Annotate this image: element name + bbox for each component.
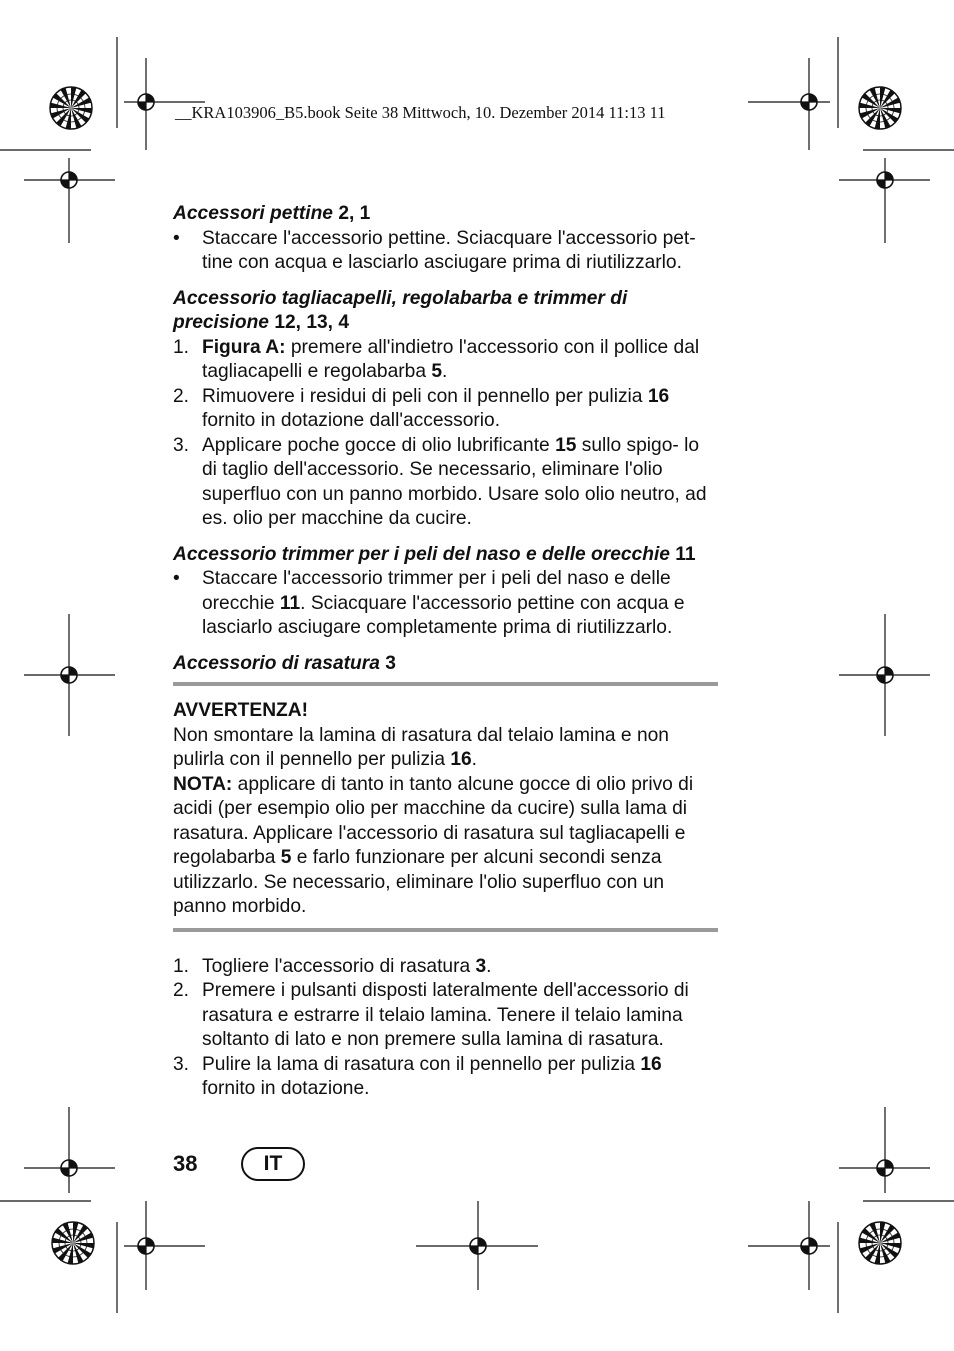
list-item: 3. Pulire la lama di rasatura con il pennello per pulizia 16 fornito in dotazione. [173, 1053, 662, 1099]
registration-cross-icon [61, 667, 77, 683]
divider [173, 682, 718, 686]
registration-cross-icon [138, 94, 154, 110]
section-heading: Accessorio di rasatura 3 [173, 652, 396, 674]
language-badge: IT [241, 1147, 305, 1181]
registration-cross-icon [801, 94, 817, 110]
divider [173, 928, 718, 932]
warning-box [173, 699, 718, 920]
registration-cross-icon [470, 1238, 486, 1254]
list-item: • Staccare l'accessorio pettine. Sciacquare l'accessorio pet- tine con acqua e lasciarlo asciugare prima di riutilizzarlo. [173, 227, 696, 273]
note-text: NOTA: applicare di tanto in tanto alcune gocce di olio privo di acidi (per esempio olio per macchine da cucire) sulla lama di rasatura. Applicare l'accessorio di rasatura sul tagliacapelli e regolabarba 5 e farlo funzionare per alcuni secondi senza utilizzarlo. Se necessario, eliminare l'olio superfluo con un panno morbido. [173, 773, 694, 917]
page-number: 38 [173, 1151, 198, 1176]
page-content [173, 202, 718, 1102]
bullet-list [173, 227, 718, 276]
list-item: 1. Figura A: premere all'indietro l'accessorio con il pollice dal tagliacapelli e regolabarba 5. [173, 336, 700, 382]
bullet: • [173, 227, 180, 249]
list-item: 2. Premere i pulsanti disposti lateralmente dell'accessorio di rasatura e estrarre il telaio lamina. Tenere il telaio lamina soltanto di lato e non premere sulla lamina di rasatura. [173, 980, 689, 1050]
registration-star-icon [52, 1222, 94, 1264]
registration-star-icon [50, 87, 92, 129]
numbered-list [173, 955, 718, 1102]
bullet-list [173, 567, 718, 641]
section-heading: Accessorio trimmer per i peli del naso e delle orecchie 11 [173, 543, 696, 565]
warning-title: AVVERTENZA! [173, 700, 309, 721]
list-item: 3. Applicare poche gocce di olio lubrificante 15 sullo spigo- lo di taglio dell'accessorio. Se necessario, eliminare l'olio superfluo con un panno morbido. Usare solo olio neutro, ad es. olio per macchine da cucire. [173, 434, 707, 529]
list-item: 2. Rimuovere i residui di peli con il pennello per pulizia 16 fornito in dotazione dall'accessorio. [173, 385, 670, 431]
registration-cross-icon [138, 1238, 154, 1254]
registration-cross-icon [877, 667, 893, 683]
section-heading: Accessorio tagliacapelli, regolabarba e trimmer di precisione 12, 13, 4 [173, 287, 628, 333]
registration-star-icon [859, 87, 901, 129]
bullet: • [173, 568, 180, 589]
registration-cross-icon [61, 1160, 77, 1176]
list-item: 1. Togliere l'accessorio di rasatura 3. [173, 955, 492, 977]
registration-cross-icon [877, 172, 893, 188]
registration-star-icon [859, 1222, 901, 1264]
numbered-list [173, 336, 718, 532]
print-header: __KRA103906_B5.book Seite 38 Mittwoch, 10. Dezember 2014 11:13 11 [175, 103, 666, 122]
section-heading: Accessori pettine 2, 1 [173, 203, 371, 224]
registration-cross-icon [801, 1238, 817, 1254]
list-item: • Staccare l'accessorio trimmer per i peli del naso e delle orecchie 11. Sciacquare l'accessorio pettine con acqua e lasciarlo asciugare completamente prima di riutilizzarlo. [173, 568, 685, 638]
warning-text: Non smontare la lamina di rasatura dal telaio lamina e non pulirla con il pennello per pulizia 16. [173, 724, 669, 770]
registration-cross-icon [61, 172, 77, 188]
registration-cross-icon [877, 1160, 893, 1176]
